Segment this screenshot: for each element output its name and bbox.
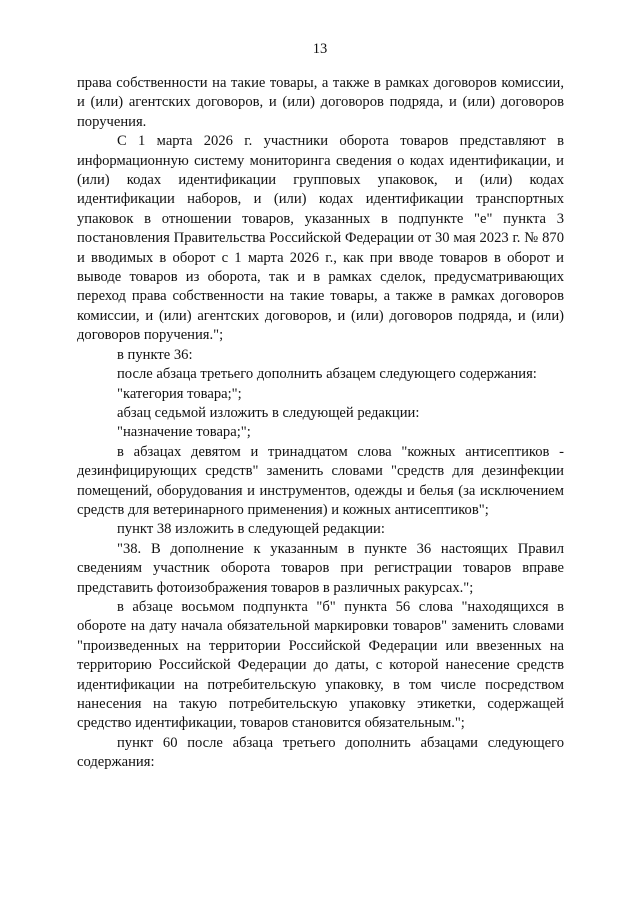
paragraph: пункт 38 изложить в следующей редакции: [117, 521, 385, 538]
paragraph: права собственности на такие товары, а также в рамках договоров комиссии, и (или) агентских договоров, и (или) договоров подряда, и (или) договоров поручения. [77, 75, 564, 130]
paragraph: С 1 марта 2026 г. участники оборота товаров представляют в информационную систему мониторинга сведения о кодах идентификации, и (или) кодах идентификации групповых упаковок, и (или) кодах идентификации наборов, и (или) кодах идентификации транспортных упаковок в отношении товаров, указанных в подпункте "е" пункта 3 постановления Правительства Российской Федерации от 30 мая 2023 г. № 870 и вводимых в оборот с 1 марта 2026 г., как при вводе товаров в оборот и выводе товаров из оборота, так и в рамках сделок, предусматривающих переход права собственности на такие товары, а также в рамках договоров комиссии, и (или) агентских договоров, и (или) договоров подряда, и (или) договоров поручения."; [77, 133, 564, 344]
page-number: 13 [312, 41, 328, 57]
paragraph: после абзаца третьего дополнить абзацем следующего содержания: [117, 366, 537, 383]
paragraph: "38. В дополнение к указанным в пункте 36 настоящих Правил сведениям участник оборота товаров при регистрации товаров вправе представить фотоизображения товаров в различных ракурсах."; [77, 540, 564, 596]
paragraph: в абзацах девятом и тринадцатом слова "кожных антисептиков - дезинфицирующих средств" заменить словами "средств для дезинфекции помещений, оборудования и инструментов, одежды и белья (за исключением средств для ветеринарного применения) и кожных антисептиков"; [77, 443, 564, 518]
paragraph: в абзаце восьмом подпункта "б" пункта 56 слова "находящихся в обороте на дату начала обязательной маркировки товаров" заменить словами "произведенных на территории Российской Федерации или ввезенных на территорию Российской Федерации до даты, с которой нанесение средств идентификации на потребительскую упаковку, в том числе посредством нанесения на такую потребительскую упаковку этикетки, содержащей средство идентификации, товаров становится обязательным."; [77, 598, 564, 732]
paragraph: пункт 60 после абзаца третьего дополнить абзацами следующего содержания: [77, 734, 564, 771]
document-body [77, 74, 564, 773]
paragraph: в пункте 36: [117, 346, 193, 363]
paragraph: абзац седьмой изложить в следующей редакции: [117, 404, 420, 421]
paragraph: "назначение товара;"; [117, 424, 251, 441]
paragraph: "категория товара;"; [117, 385, 242, 402]
